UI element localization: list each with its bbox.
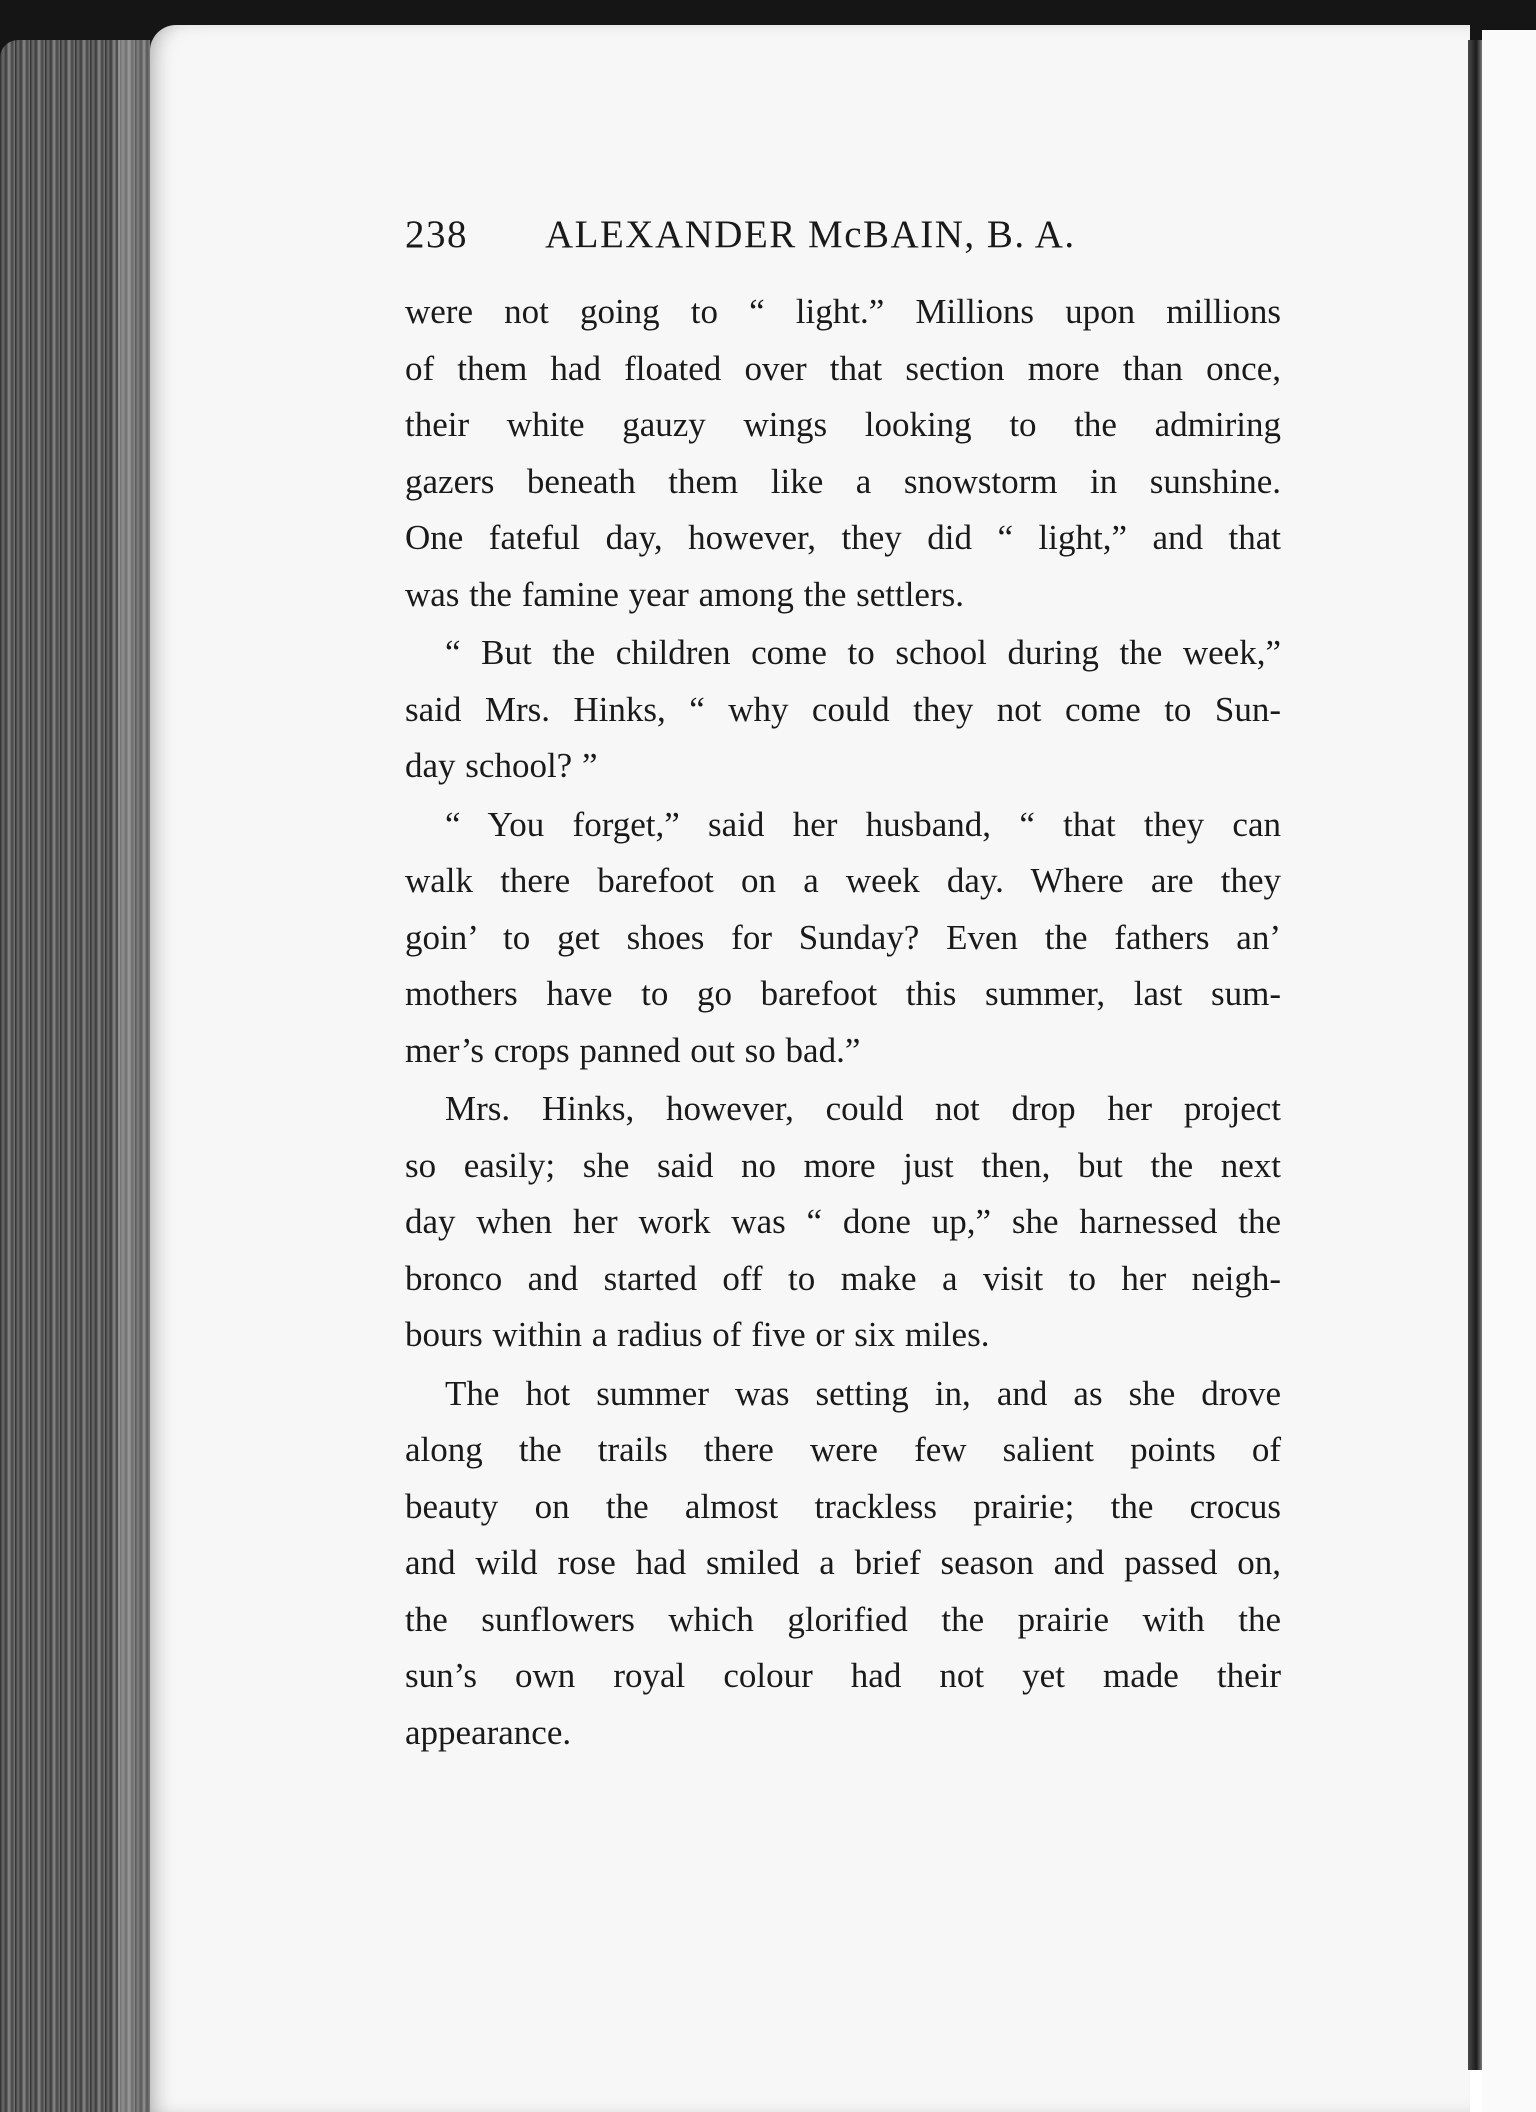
text-line: along the trails there were few salient points of	[405, 1430, 1281, 1469]
paragraph-4	[405, 1081, 1281, 1364]
text-line: goin’ to get shoes for Sunday? Even the fathers an’	[405, 917, 1281, 957]
text-line: were not going to “ light.” Millions upon millions	[405, 292, 1281, 331]
text-line: mothers have to go barefoot this summer, last sum-	[405, 974, 1281, 1013]
text-line: and wild rose had smiled a brief season and passed on,	[405, 1543, 1281, 1582]
running-head	[405, 212, 1281, 278]
text-line: gazers beneath them like a snowstorm in sunshine.	[405, 461, 1281, 501]
text-line: bronco and started off to make a visit to her neigh-	[405, 1258, 1281, 1298]
text-line: mer’s crops panned out so bad.”	[405, 1030, 861, 1070]
text-line: the sunflowers which glorified the prairie with the	[405, 1599, 1281, 1639]
text-line: said Mrs. Hinks, “ why could they not come to Sun-	[405, 689, 1281, 729]
text-line: day school? ”	[405, 746, 598, 785]
paragraph-5	[405, 1366, 1281, 1762]
text-line: their white gauzy wings looking to the admiring	[405, 405, 1281, 444]
text-line: beauty on the almost trackless prairie; the crocus	[405, 1486, 1281, 1526]
text-line: of them had floated over that section more than once,	[405, 348, 1281, 388]
page-text-block	[405, 212, 1281, 1761]
text-line: was the famine year among the settlers.	[405, 574, 964, 614]
paragraph-1	[405, 284, 1281, 623]
running-title: ALEXANDER McBAIN, B. A.	[545, 213, 1076, 256]
text-line: The hot summer was setting in, and as she drove	[445, 1373, 1281, 1413]
text-line: sun’s own royal colour had not yet made their	[405, 1656, 1281, 1695]
text-line: “ You forget,” said her husband, “ that they can	[445, 804, 1281, 844]
paragraph-3	[405, 797, 1281, 1080]
text-line: so easily; she said no more just then, but the next	[405, 1145, 1281, 1185]
text-line: day when her work was “ done up,” she harnessed the	[405, 1202, 1281, 1241]
text-line: “ But the children come to school during the week,”	[445, 633, 1281, 672]
text-line: walk there barefoot on a week day. Where are they	[405, 861, 1281, 900]
text-line: appearance.	[405, 1712, 572, 1752]
right-margin	[1482, 30, 1536, 2112]
book-gutter	[1468, 40, 1482, 2070]
page-number: 238	[405, 213, 468, 256]
text-line: bours within a radius of five or six miles.	[405, 1315, 990, 1354]
text-line: Mrs. Hinks, however, could not drop her project	[445, 1089, 1281, 1128]
paragraph-2	[405, 625, 1281, 795]
text-line: One fateful day, however, they did “ light,” and that	[405, 518, 1281, 557]
